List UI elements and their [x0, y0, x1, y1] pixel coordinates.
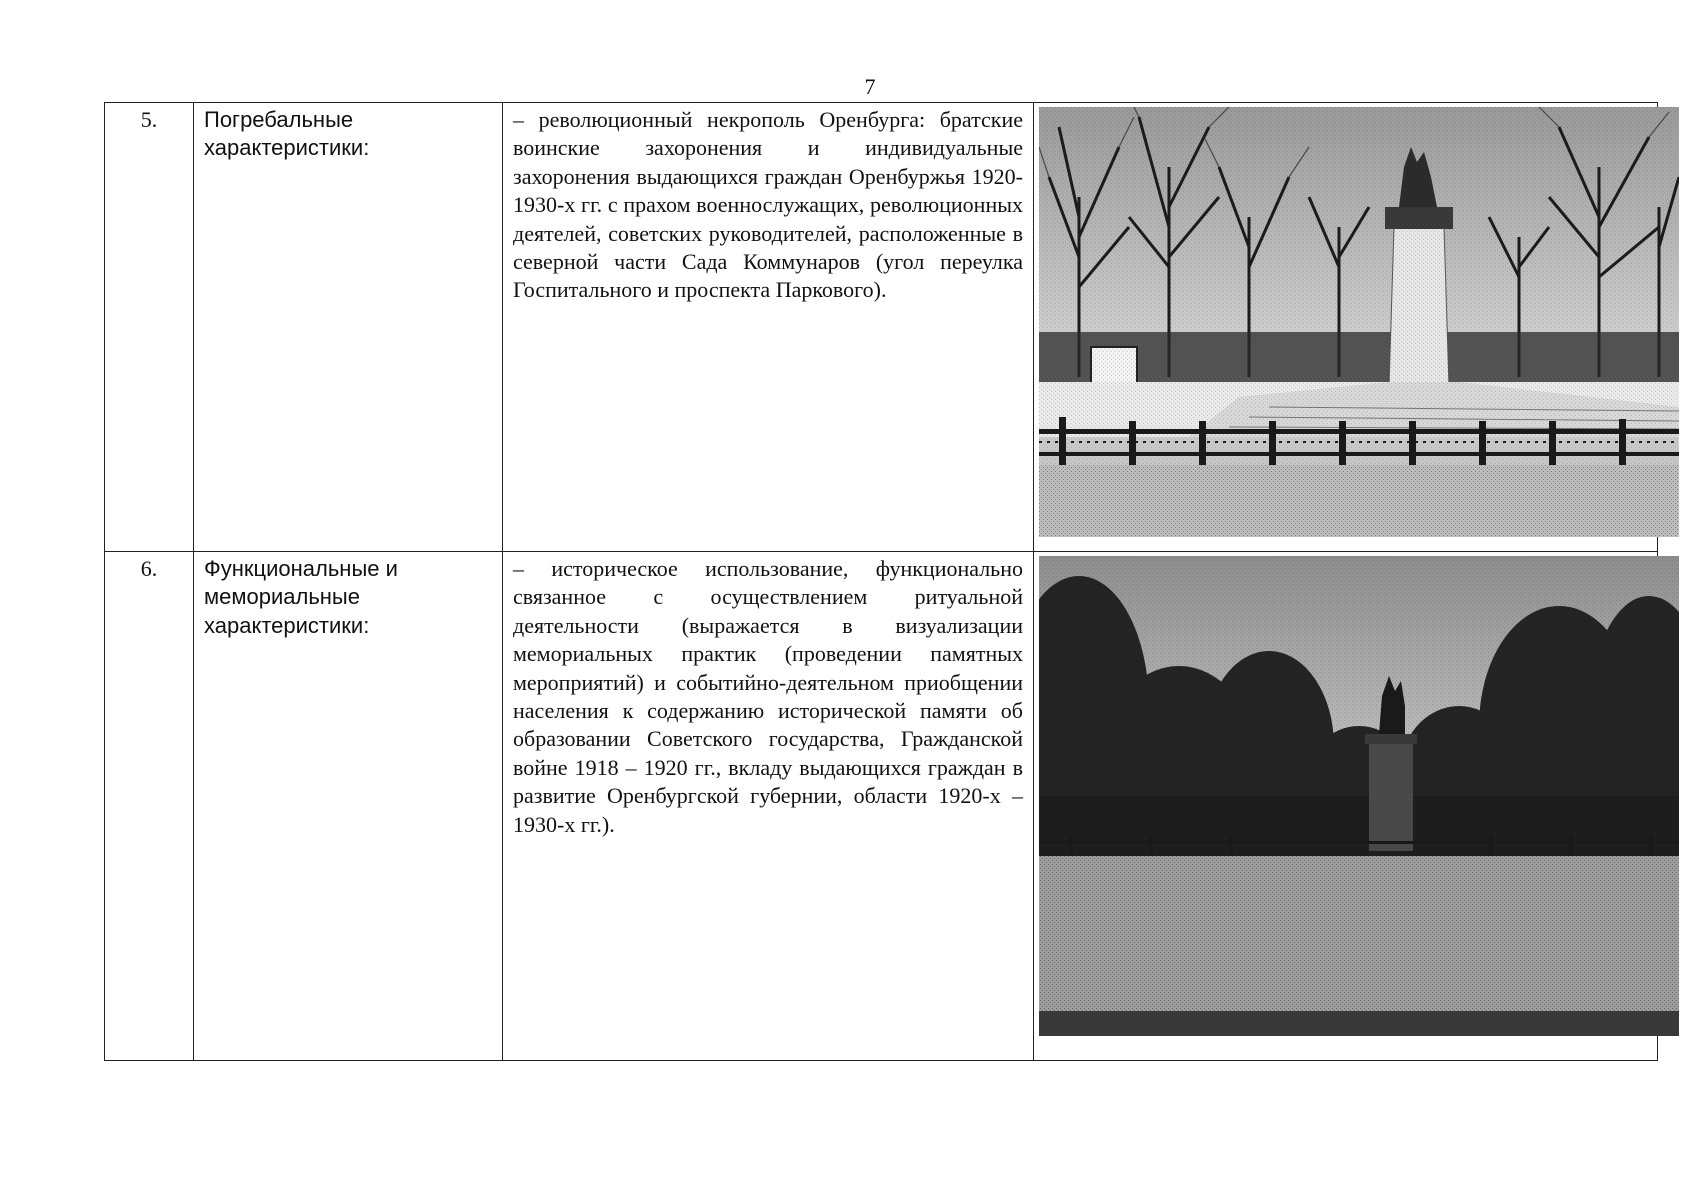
row-number: 5. [105, 103, 194, 552]
photo-cell [1034, 103, 1658, 552]
row-label: Погребальные характеристики: [194, 103, 503, 552]
photo-cell [1034, 552, 1658, 1061]
table-row [105, 552, 1658, 1061]
row-number: 6. [105, 552, 194, 1061]
characteristics-table [104, 102, 1658, 1061]
row-label: Функциональные и мемориальные характеристики: [194, 552, 503, 1061]
page-number: 7 [864, 74, 876, 99]
row-description: – революционный некрополь Оренбурга: братские воинские захоронения и индивидуальные захоронения выдающихся граждан Оренбуржья 1920-1930-х гг. с прахом военнослужащих, революционных деятелей, советских руководителей, расположенные в северной части Сада Коммунаров (угол переулка Госпитального и проспекта Паркового). [503, 103, 1034, 552]
monument-photo-necropolis [1039, 107, 1679, 537]
row-description: – историческое использование, функционально связанное с осуществлением ритуальной деятельности (выражается в визуализации мемориальных практик (проведении памятных мероприятий) и событийно-деятельном приобщении населения к содержанию исторической памяти об образовании Советского государства, Гражданской войне 1918 – 1920 гг., вкладу выдающихся граждан в развитие Оренбургской губернии, области 1920-х – 1930-х гг.). [503, 552, 1034, 1061]
monument-photo-park [1039, 556, 1679, 1036]
table-row [105, 103, 1658, 552]
